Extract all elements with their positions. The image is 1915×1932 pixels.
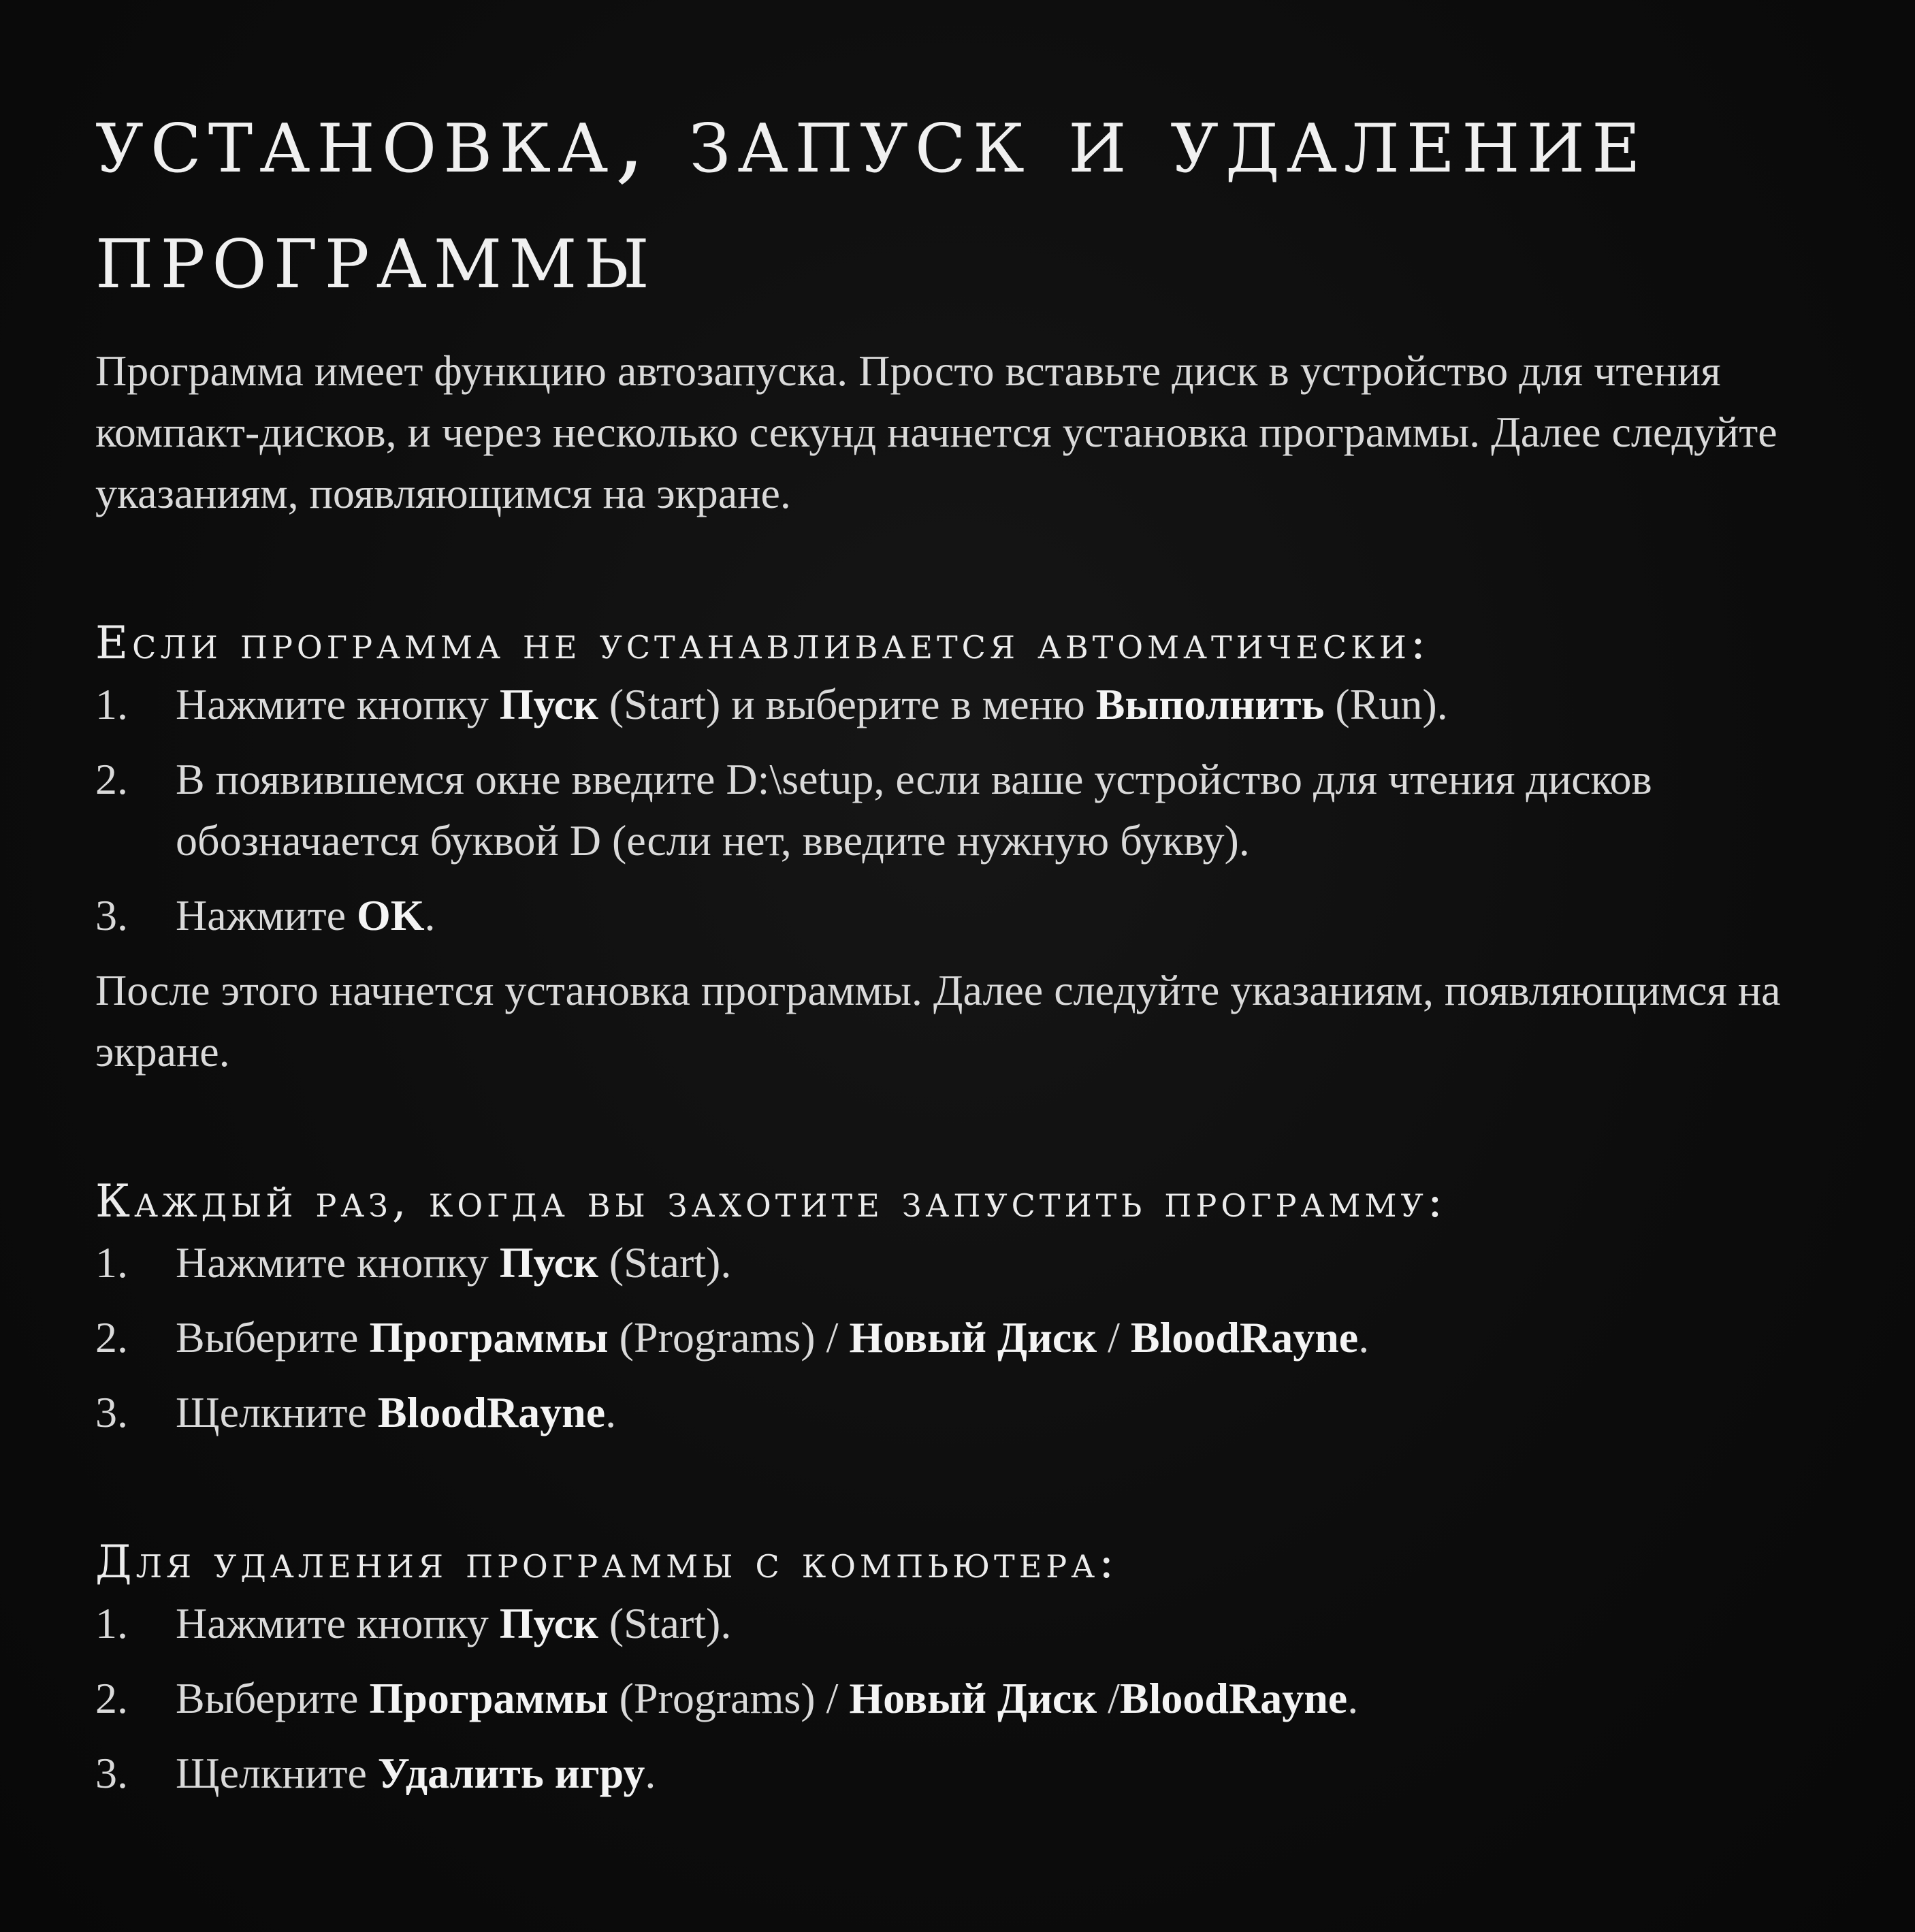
step-text: (Programs) / xyxy=(608,1674,850,1722)
step-text: Щелкните xyxy=(176,1388,378,1436)
step-number: 2. xyxy=(95,755,128,803)
step-text: Выберите xyxy=(176,1313,370,1362)
step-number: 2. xyxy=(95,1674,128,1722)
step-text: Нажмите xyxy=(176,891,357,939)
step-bold-text: BloodRayne xyxy=(377,1388,606,1436)
step-text: . xyxy=(605,1388,617,1436)
manual-install-steps xyxy=(95,674,1847,946)
list-item xyxy=(95,674,1847,735)
step-text: Нажмите кнопку xyxy=(176,1238,500,1287)
step-bold-text: OK xyxy=(356,891,425,939)
list-item xyxy=(95,1593,1847,1654)
launch-heading: Каждый раз, когда вы захотите запустить программу: xyxy=(95,1175,1447,1227)
step-bold-text: Удалить игру xyxy=(377,1749,645,1797)
list-item xyxy=(95,885,1847,946)
step-text: . xyxy=(1347,1674,1359,1722)
step-text: Нажмите кнопку xyxy=(176,680,500,728)
after-install-paragraph: После этого начнется установка программы. Далее следуйте указаниям, появляющимся на экране. xyxy=(95,966,1781,1076)
list-item xyxy=(95,1743,1847,1804)
step-text: (Start) и выберите в меню xyxy=(598,680,1096,728)
step-bold-text: Программы xyxy=(369,1313,609,1362)
step-text: (Run). xyxy=(1324,680,1448,728)
list-item xyxy=(95,1232,1847,1293)
step-bold-text: Пуск xyxy=(499,1238,598,1287)
step-number: 3. xyxy=(95,1388,128,1436)
step-bold-text: Пуск xyxy=(499,680,598,728)
step-text: (Start). xyxy=(598,1599,732,1647)
step-number: 3. xyxy=(95,891,128,939)
list-item xyxy=(95,1668,1847,1729)
manual-install-heading: Если программа не устанавливается автоматически: xyxy=(95,617,1430,669)
step-text: (Programs) / xyxy=(608,1313,850,1362)
step-number: 3. xyxy=(95,1749,128,1797)
step-text: (Start). xyxy=(598,1238,732,1287)
intro-paragraph: Программа имеет функцию автозапуска. Просто вставьте диск в устройство для чтения компакт-дисков, и через несколько секунд начнется установка программы. Далее следуйте указаниям, появляющимся на экране. xyxy=(95,347,1777,517)
step-bold-text: Программы xyxy=(369,1674,609,1722)
step-bold-text: Пуск xyxy=(499,1599,598,1647)
step-bold-text: BloodRayne xyxy=(1119,1674,1348,1722)
step-text: Выберите xyxy=(176,1674,370,1722)
step-number: 1. xyxy=(95,1599,128,1647)
step-number: 1. xyxy=(95,1238,128,1287)
step-text: / xyxy=(1097,1674,1120,1722)
list-item xyxy=(95,749,1847,871)
step-text: . xyxy=(645,1749,656,1797)
list-item xyxy=(95,1307,1847,1368)
step-bold-text: Новый Диск xyxy=(849,1674,1097,1722)
step-text: . xyxy=(424,891,436,939)
step-bold-text: BloodRayne xyxy=(1130,1313,1359,1362)
step-text: . xyxy=(1358,1313,1370,1362)
step-number: 2. xyxy=(95,1313,128,1362)
step-text: Щелкните xyxy=(176,1749,378,1797)
uninstall-heading: Для удаления программы с компьютера: xyxy=(95,1536,1119,1588)
step-number: 1. xyxy=(95,680,128,728)
step-text: В появившемся окне введите D:\setup, если ваше устройство для чтения дисков обозначается буквой D (если нет, введите нужную букву). xyxy=(176,755,1652,865)
uninstall-steps xyxy=(95,1593,1847,1804)
step-text: Нажмите кнопку xyxy=(176,1599,500,1647)
launch-steps xyxy=(95,1232,1847,1443)
list-item xyxy=(95,1382,1847,1443)
page-title: установка, запуск и удаление программы xyxy=(95,84,1647,310)
step-text: / xyxy=(1097,1313,1131,1362)
step-bold-text: Выполнить xyxy=(1095,680,1325,728)
step-bold-text: Новый Диск xyxy=(849,1313,1097,1362)
